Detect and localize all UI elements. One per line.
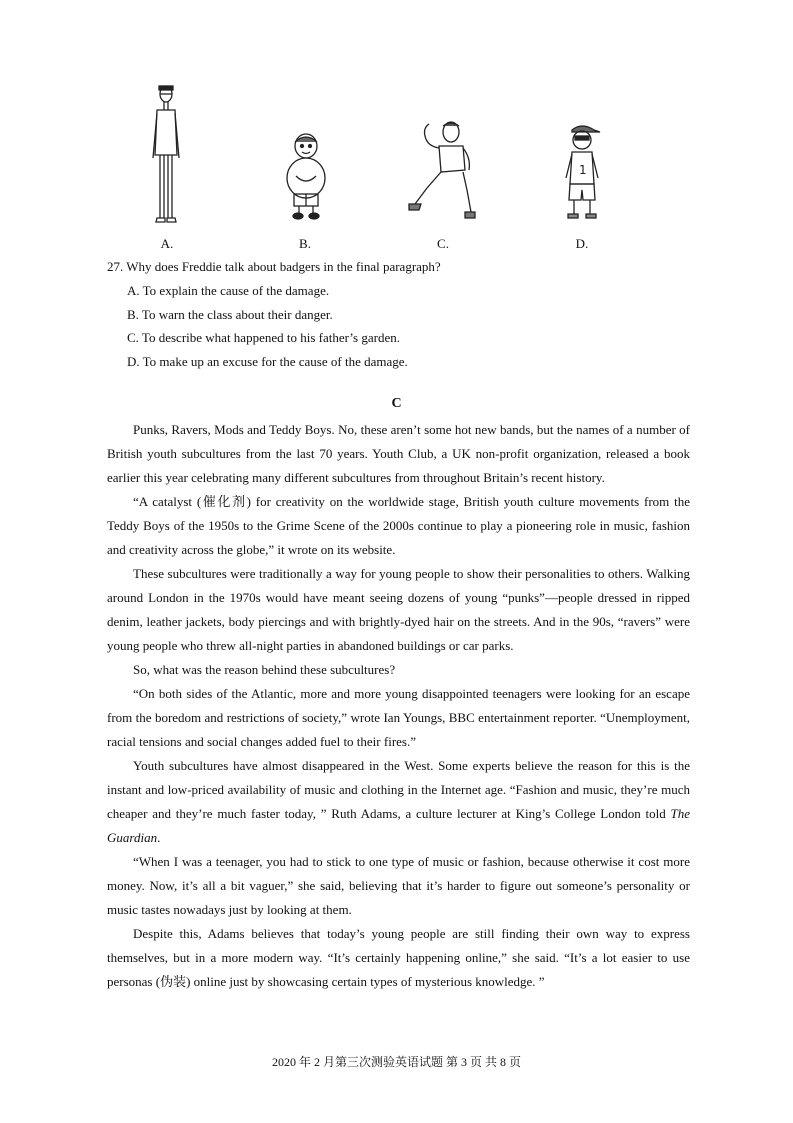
publication-title: The Guardian: [107, 806, 690, 845]
section-heading: C: [391, 396, 402, 411]
question-27-options: [127, 283, 408, 377]
paragraph-4: So, what was the reason behind these subcultures?: [133, 662, 396, 677]
svg-text:1: 1: [579, 163, 587, 177]
figure-label-d: D.: [575, 236, 589, 251]
paragraph-3: These subcultures were traditionally a way for young people to show their personalities to others. Walking around London in the 1970s would have meant seeing dozens of young “punks”—people dressed in ripped denim, leather jackets, body piercings and with brightly-dyed hair on the streets. And in the 90s, “ravers” were young people who threw all-night parties in abandoned buildings or car parks.: [107, 566, 690, 653]
paragraph-1: Punks, Ravers, Mods and Teddy Boys. No, these aren’t some hot new bands, but the names of a number of British youth subcultures from the last 70 years. Youth Club, a UK non-profit organization, released a book earlier this year celebrating many different subcultures from throughout Britain’s recent history.: [107, 422, 690, 485]
tall-man-with-glasses-figure: [148, 80, 184, 225]
chubby-boy-figure: [284, 132, 328, 222]
boy-in-cap-jersey-figure: [560, 120, 606, 222]
paragraph-2: “A catalyst (催化剂) for creativity on the worldwide stage, British youth culture movements from the Teddy Boys of the 1950s to the Grime Scene of the 2000s continue to play a pioneering role in music, fashion and creativity across the globe,” it wrote on its website.: [107, 494, 690, 557]
option-c: C. To describe what happened to his father’s garden.: [127, 330, 400, 346]
paragraph-8: Despite this, Adams believes that today’s young people are still finding their own way to express themselves, but in a more modern way. “It’s certainly happening online,” she said. “It’s a lot easier to use personas (伪装) online just by showcasing certain types of mysterious knowledge. ”: [107, 926, 690, 989]
question-27-stem: 27. Why does Freddie talk about badgers in the final paragraph?: [107, 259, 441, 274]
passage-c: [107, 418, 690, 994]
paragraph-6-text: Youth subcultures have almost disappeared in the West. Some experts believe the reason for this is the instant and low-priced availability of music and clothing in the Internet age. “Fashion and music, they’re much cheaper and they’re much faster today, ” Ruth Adams, a culture lecturer at King’s College London told: [107, 758, 690, 821]
muscular-man-lunging-figure: [405, 118, 477, 222]
paragraph-5: “On both sides of the Atlantic, more and more young disappointed teenagers were looking for an escape from the boredom and restrictions of society,” wrote Ian Youngs, BBC entertainment reporter. “Unemployment, racial tensions and social changes added fuel to their fires.”: [107, 686, 690, 749]
page-footer: 2020 年 2 月第三次测验英语试题 第 3 页 共 8 页: [271, 1055, 521, 1069]
paragraph-6: [107, 754, 690, 850]
paragraph-7: “When I was a teenager, you had to stick to one type of music or fashion, because otherwise it cost more money. Now, it’s all a bit vaguer,” she said, believing that it’s harder to figure out someone’s personality or music tastes nowadays just by looking at them.: [107, 854, 690, 917]
figure-row: [0, 80, 793, 250]
figure-label-c: C.: [437, 236, 449, 251]
option-d: D. To make up an excuse for the cause of the damage.: [127, 353, 408, 369]
figure-label-a: A.: [160, 236, 174, 251]
option-b: B. To warn the class about their danger.: [127, 306, 333, 322]
paragraph-6-end: .: [157, 830, 161, 845]
figure-label-b: B.: [299, 236, 311, 251]
option-a: A. To explain the cause of the damage.: [127, 283, 330, 298]
